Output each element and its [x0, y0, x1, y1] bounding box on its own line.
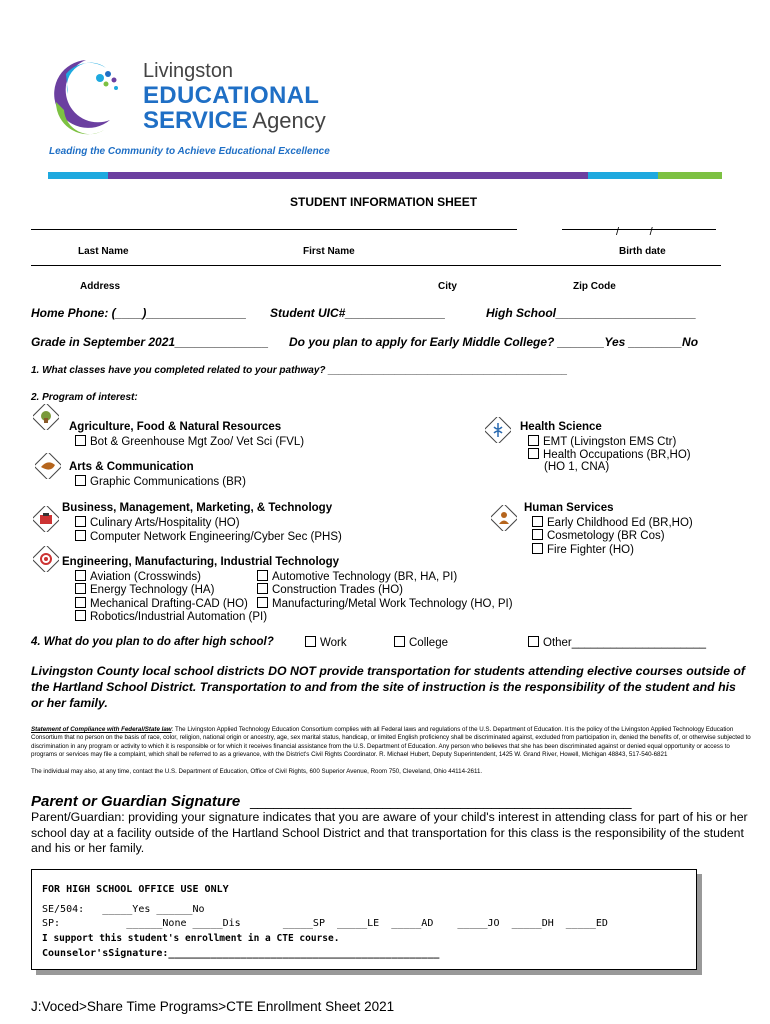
checkbox[interactable]: [394, 636, 405, 647]
health-icon: [485, 417, 511, 443]
health-option[interactable]: [528, 448, 691, 461]
checkbox[interactable]: [75, 530, 86, 541]
engineering-option[interactable]: [75, 610, 267, 623]
option-label: Mechanical Drafting-CAD (HO): [90, 598, 248, 610]
office-title: FOR HIGH SCHOOL OFFICE USE ONLY: [42, 884, 229, 895]
logo-line2: EDUCATIONAL: [143, 82, 320, 109]
signature-label: Parent or Guardian Signature: [31, 793, 241, 810]
business-icon: [33, 506, 59, 532]
engineering-icon: [33, 546, 59, 572]
human-services-option[interactable]: [532, 516, 693, 529]
business-title: Business, Management, Marketing, & Technology: [62, 502, 333, 514]
engineering-option[interactable]: [257, 570, 457, 583]
q1-pathway[interactable]: 1. What classes have you completed related to your pathway? ___________________________________________: [31, 365, 568, 376]
compliance-body: : The Livingston Applied Technology Education Consortium complies with all Federal laws and regulations of the U.S. Department of Education. It is the policy of the Livingston Applied Technology Education Consortium that no person on the basis of race, color, religion, national origin or ancestry, age, sex marital status, handicap, or limited English proficiency shall be discriminated against, excluded from participation in, denied the benefits of, or otherwise subjected to discrimination in any program or activity to which it is responsible or for which it receives financial assistance from the U.S. Department of Education. Any person who believes that she has been discriminated against or denied equal opportunity or access to programs or services may file a complaint, which shall be referred to as a grievance, with the District's Civil Rights Coordinator. R. Michael Hubert, Deputy Superintendent, 1425 W. Grand River, Howell, Michigan 48843, 517-540-6821: [31, 726, 751, 758]
checkbox[interactable]: [528, 435, 539, 446]
color-bar: [48, 172, 722, 179]
les-logo-icon: [46, 54, 126, 138]
agriculture-title: Agriculture, Food & Natural Resources: [69, 421, 282, 433]
student-uic-field[interactable]: Student UIC#_______________: [270, 306, 446, 320]
engineering-option[interactable]: [75, 570, 201, 583]
address-label: Address: [80, 281, 121, 292]
q4-option-work[interactable]: [305, 636, 347, 649]
engineering-option[interactable]: [75, 583, 214, 596]
compliance-statement: [31, 726, 753, 759]
compliance-tail: The individual may also, at any time, contact the U.S. Department of Education, Office of Civil Rights, 600 Superior Avenue, Room 750, Cleveland, Ohio 44114-2611.: [31, 768, 483, 775]
compliance-heading: Statement of Compliance with Federal/State law: [31, 726, 172, 733]
checkbox[interactable]: [75, 597, 86, 608]
office-box: [31, 869, 697, 970]
sp-field[interactable]: SP: ______None _____Dis _____SP _____LE _____AD _____JO _____DH _____ED: [42, 918, 608, 929]
home-phone-field[interactable]: Home Phone: (____)_______________: [31, 306, 247, 320]
form-title: STUDENT INFORMATION SHEET: [290, 195, 478, 209]
human-services-title: Human Services: [524, 502, 614, 514]
engineering-option[interactable]: [257, 597, 513, 610]
business-option[interactable]: [75, 516, 240, 529]
city-label: City: [438, 281, 457, 292]
business-option[interactable]: [75, 530, 342, 543]
arts-option[interactable]: [75, 475, 246, 488]
logo: [46, 54, 336, 144]
option-label: Robotics/Industrial Automation (PI): [90, 611, 268, 623]
checkbox[interactable]: [528, 448, 539, 459]
first-name-label: First Name: [303, 246, 355, 257]
option-label: Cosmetology (BR Cos): [547, 530, 665, 542]
high-school-field[interactable]: High School_____________________: [486, 306, 697, 320]
birth-slashes: / /: [616, 226, 653, 238]
checkbox[interactable]: [75, 516, 86, 527]
grade-field[interactable]: Grade in September 2021______________: [31, 335, 269, 349]
health-title: Health Science: [520, 421, 602, 433]
option-label: Manufacturing/Metal Work Technology (HO, PI): [272, 598, 513, 610]
option-label: Health Occupations (BR,HO): [543, 449, 691, 461]
early-middle-question[interactable]: Do you plan to apply for Early Middle College? _______Yes ________No: [289, 335, 699, 349]
engineering-option[interactable]: [257, 583, 403, 596]
checkbox[interactable]: [532, 543, 543, 554]
arts-icon: [35, 453, 61, 479]
address-line[interactable]: [31, 265, 721, 266]
logo-agency: Agency: [252, 108, 326, 133]
q4-option-college[interactable]: [394, 636, 448, 649]
option-label: Aviation (Crosswinds): [90, 571, 201, 583]
option-label: Energy Technology (HA): [90, 584, 215, 596]
option-label: Work: [320, 637, 347, 649]
checkbox[interactable]: [75, 583, 86, 594]
human-services-option[interactable]: [532, 529, 665, 542]
checkbox[interactable]: [257, 597, 268, 608]
health-extra: (HO 1, CNA): [544, 461, 610, 473]
option-label: Automotive Technology (BR, HA, PI): [272, 571, 458, 583]
checkbox[interactable]: [257, 570, 268, 581]
checkbox[interactable]: [532, 516, 543, 527]
name-line[interactable]: [31, 229, 517, 230]
option-label: Bot & Greenhouse Mgt Zoo/ Vet Sci (FVL): [90, 436, 305, 448]
q4-question: 4. What do you plan to do after high school?: [31, 636, 274, 648]
footer-path: J:Voced>Share Time Programs>CTE Enrollment Sheet 2021: [31, 999, 395, 1014]
agriculture-option[interactable]: [75, 435, 304, 448]
human-services-option[interactable]: [532, 543, 634, 556]
option-label: Early Childhood Ed (BR,HO): [547, 517, 693, 529]
human-services-icon: [491, 505, 517, 531]
q4-option-other[interactable]: [528, 636, 706, 649]
logo-line1: Livingston: [143, 60, 234, 82]
checkbox[interactable]: [528, 636, 539, 647]
option-label: Other_____________________: [543, 637, 707, 649]
checkbox[interactable]: [75, 475, 86, 486]
option-label: EMT (Livingston EMS Ctr): [543, 436, 677, 448]
logo-service: SERVICE: [143, 107, 248, 134]
option-label: Computer Network Engineering/Cyber Sec (PHS): [90, 531, 342, 543]
counselor-signature[interactable]: Counselor'sSignature:_____________________________________________: [42, 948, 440, 959]
option-label: College: [409, 637, 448, 649]
parent-text: Parent/Guardian: providing your signature indicates that you are aware of your child's interest in attending class for part of his or her school day at a facility outside of the Hartland School District and that transportation for this class is the responsibility of the student and his or her family.: [31, 810, 748, 855]
transportation-notice: Livingston County local school districts DO NOT provide transportation for students attending elective courses outside of the Hartland School District. Transportation to and from the site of instruction is the responsibility of the student and his or her family.: [31, 664, 745, 710]
tagline: Leading the Community to Achieve Educational Excellence: [49, 146, 330, 157]
birth-date-label: Birth date: [619, 246, 666, 257]
checkbox[interactable]: [75, 435, 86, 446]
checkbox[interactable]: [75, 570, 86, 581]
logo-line3: [143, 107, 326, 135]
checkbox[interactable]: [305, 636, 316, 647]
zip-label: Zip Code: [573, 281, 616, 292]
option-label: Graphic Communications (BR): [90, 476, 246, 488]
checkbox[interactable]: [257, 583, 268, 594]
support-statement: I support this student's enrollment in a CTE course.: [42, 933, 340, 944]
arts-title: Arts & Communication: [69, 461, 194, 473]
signature-line[interactable]: _________________________________________________: [250, 793, 632, 809]
checkbox[interactable]: [532, 529, 543, 540]
last-name-label: Last Name: [78, 246, 129, 257]
option-label: Culinary Arts/Hospitality (HO): [90, 517, 240, 529]
agriculture-icon: [33, 404, 59, 430]
q2-program: 2. Program of interest:: [31, 392, 138, 403]
engineering-option[interactable]: [75, 597, 248, 610]
option-label: Construction Trades (HO): [272, 584, 404, 596]
health-option[interactable]: [528, 435, 676, 448]
engineering-title: Engineering, Manufacturing, Industrial Technology: [62, 556, 340, 568]
option-label: Fire Fighter (HO): [547, 544, 634, 556]
se504-field[interactable]: SE/504: _____Yes ______No: [42, 904, 205, 915]
checkbox[interactable]: [75, 610, 86, 621]
